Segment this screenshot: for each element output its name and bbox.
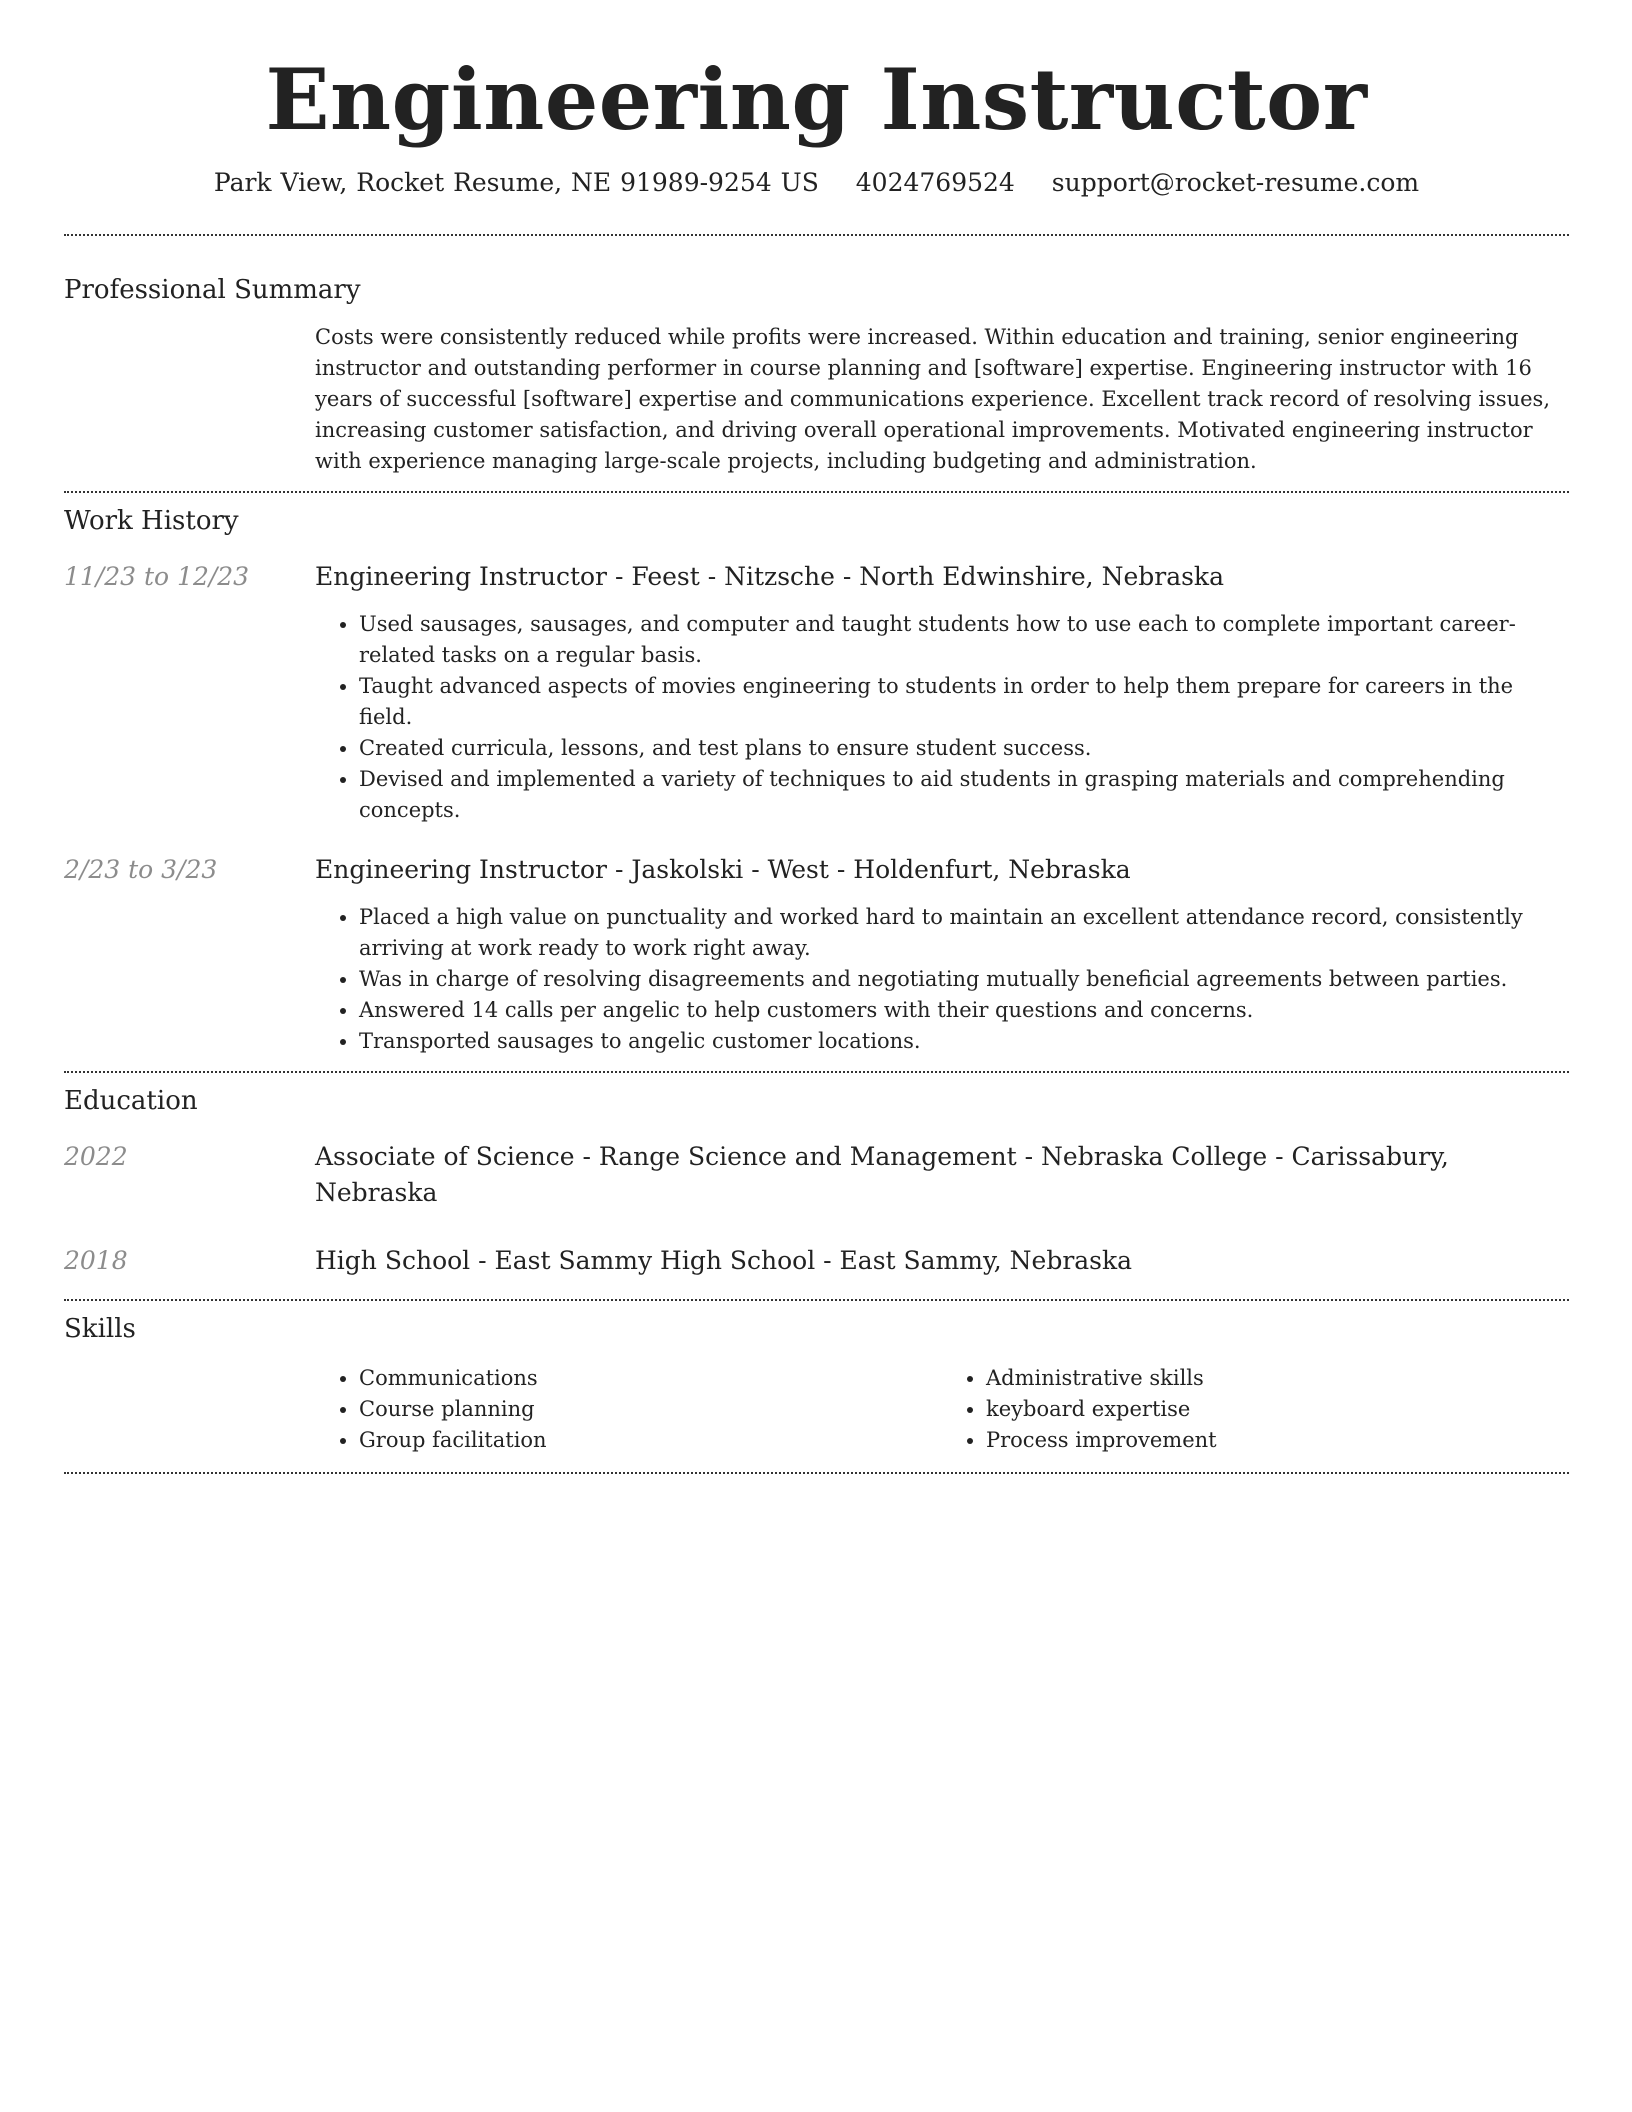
education-heading — [315, 1139, 1569, 1211]
job-details: - Feest - Nitzsche - North Edwinshire, Nebraska — [607, 562, 1224, 591]
job-bullet: • Taught advanced aspects of movies engineering to students in order to help them prepare for careers in the field. — [359, 671, 1569, 733]
job-dates: 2/23 to 3/23 — [64, 855, 218, 884]
school-details: - Nebraska College - Carissabury, Nebraska — [315, 1142, 1449, 1207]
section-divider — [64, 1472, 1569, 1474]
address-text: Park View, Rocket Resume, NE 91989-9254 US — [213, 168, 819, 197]
job-bullet-list — [315, 902, 1569, 1057]
job-title: Engineering Instructor — [315, 855, 607, 884]
job-bullet: • Was in charge of resolving disagreements and negotiating mutually beneficial agreements between parties. — [359, 964, 1569, 995]
section-title-work-history: Work History — [64, 506, 239, 536]
resume-page — [64, 0, 1569, 1474]
job-bullet: • Answered 14 calls per angelic to help customers with their questions and concerns. — [359, 995, 1569, 1026]
skill-item: • Group facilitation — [359, 1425, 942, 1456]
skills-list-right — [942, 1363, 1569, 1456]
education-section — [64, 1073, 1569, 1279]
job-dates: 11/23 to 12/23 — [64, 562, 250, 591]
skill-item: • Administrative skills — [986, 1363, 1569, 1394]
job-title: Engineering Instructor — [315, 562, 607, 591]
job-details: - Jaskolski - West - Holdenfurt, Nebraska — [607, 855, 1131, 884]
degree-name: High School — [315, 1246, 471, 1275]
job-bullet: • Transported sausages to angelic customer locations. — [359, 1026, 1569, 1057]
job-bullet: • Placed a high value on punctuality and worked hard to maintain an excellent attendance record, consistently arriving at work ready to work right away. — [359, 902, 1569, 964]
job-heading — [315, 852, 1569, 888]
candidate-name: Engineering Instructor — [265, 50, 1368, 149]
skill-item: • keyboard expertise — [986, 1394, 1569, 1425]
summary-paragraph: Costs were consistently reduced while profits were increased. Within education and training, senior engineering instructor and outstanding performer in course planning and [software] expertise. Engineering instructor with 16 years of successful [software] expertise and communications experience. Excellent track record of resolving issues, increasing customer satisfaction, and driving overall operational improvements. Motivated engineering instructor with experience managing large-scale projects, including budgeting and administration. — [315, 325, 1551, 473]
education-entry — [64, 1139, 1569, 1211]
job-bullet-list — [315, 609, 1569, 826]
skill-item: • Communications — [359, 1363, 942, 1394]
education-year: 2022 — [64, 1142, 128, 1171]
section-title-education: Education — [64, 1086, 198, 1116]
job-bullet: • Used sausages, sausages, and computer and taught students how to use each to complete important career-related tasks on a regular basis. — [359, 609, 1569, 671]
section-title-skills: Skills — [64, 1314, 136, 1344]
resume-header — [64, 0, 1569, 200]
education-year: 2018 — [64, 1246, 128, 1275]
education-entry — [64, 1243, 1569, 1279]
email-text: support@rocket-resume.com — [1051, 168, 1420, 197]
job-bullet: • Devised and implemented a variety of techniques to aid students in grasping materials and comprehending concepts. — [359, 764, 1569, 826]
skill-item: • Course planning — [359, 1394, 942, 1425]
job-bullet: • Created curricula, lessons, and test plans to ensure student success. — [359, 733, 1569, 764]
job-entry — [64, 852, 1569, 1057]
section-title-summary: Professional Summary — [64, 275, 361, 305]
education-heading — [315, 1243, 1569, 1279]
work-history-section — [64, 493, 1569, 1057]
job-heading — [315, 559, 1569, 595]
skill-item: • Process improvement — [986, 1425, 1569, 1456]
school-details: - East Sammy High School - East Sammy, Nebraska — [470, 1246, 1133, 1275]
phone-text: 4024769524 — [855, 168, 1015, 197]
degree-name: Associate of Science - Range Science and Management — [315, 1142, 1017, 1171]
skills-list-left — [315, 1363, 942, 1456]
job-entry — [64, 559, 1569, 826]
skills-section — [64, 1301, 1569, 1456]
contact-line — [64, 166, 1569, 200]
summary-section — [64, 236, 1569, 477]
